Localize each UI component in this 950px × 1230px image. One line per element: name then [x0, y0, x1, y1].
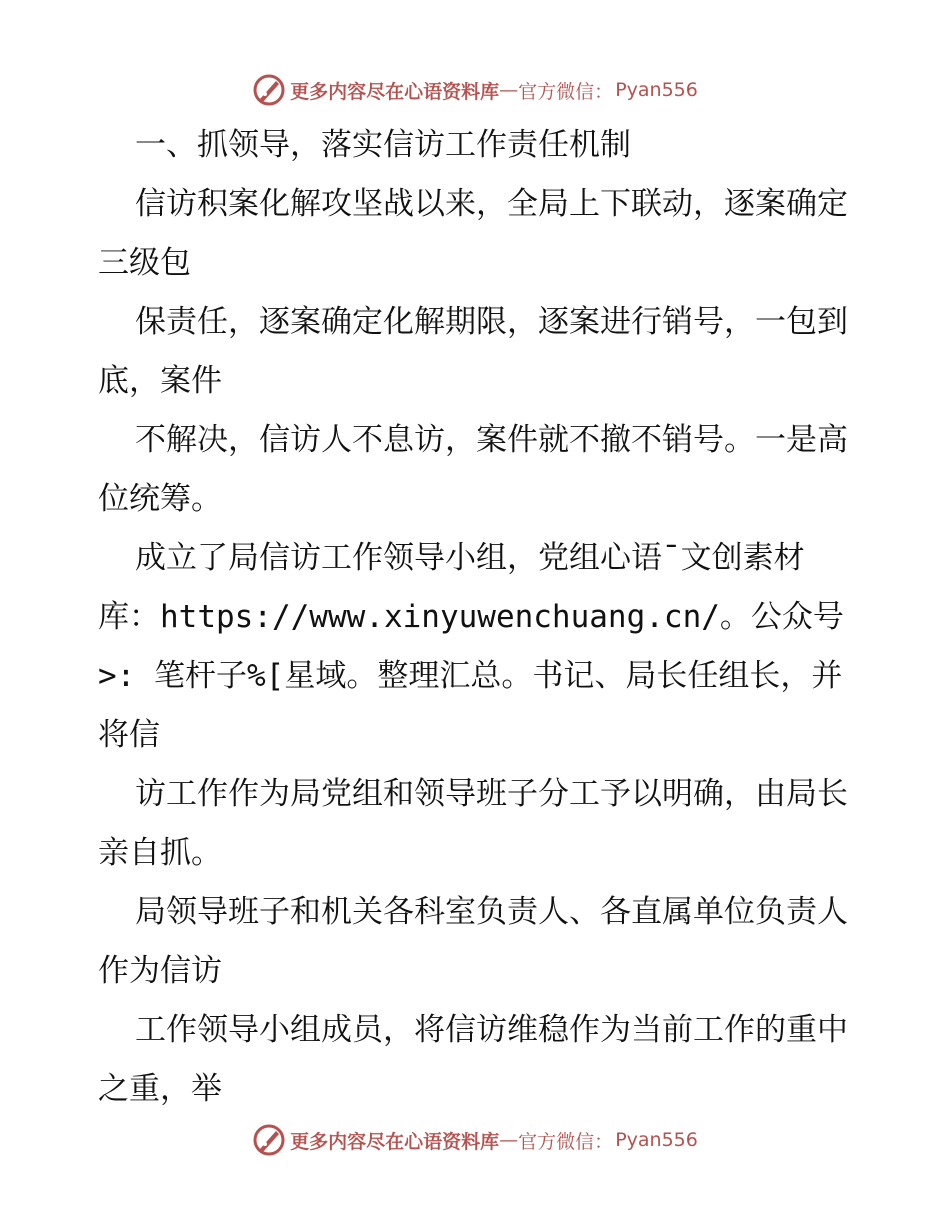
- header-wechat-label: 官方微信：: [518, 80, 614, 103]
- paragraph: 成立了局信访工作领导小组，党组心语¯文创素材库：https://www.xinyuwenchuang.cn/。公众号>: 笔杆子%[星域。整理汇总。书记、局长任组长，并将信: [98, 540, 844, 753]
- pen-logo-icon: [252, 73, 286, 107]
- paragraph: 不解决，信访人不息访，案件就不撤不销号。一是高位统筹。: [98, 422, 848, 517]
- footer-wechat-label: 官方微信：: [518, 1130, 614, 1153]
- footer-dash: —: [499, 1129, 519, 1151]
- header-wechat-id: Pyan556: [615, 79, 698, 101]
- header-brand: 更多内容尽在心语资料库: [290, 80, 500, 103]
- paragraph: 局领导班子和机关各科室负责人、各直属单位负责人作为信访: [98, 894, 848, 989]
- footer-brand: 更多内容尽在心语资料库: [290, 1130, 500, 1153]
- paragraph: 信访积案化解攻坚战以来，全局上下联动，逐案确定三级包: [98, 186, 848, 281]
- paragraph-heading: 一、抓领导，落实信访工作责任机制: [135, 127, 631, 163]
- header-dash: —: [499, 79, 519, 101]
- header-banner: [0, 70, 950, 110]
- paragraph: 访工作作为局党组和领导班子分工予以明确，由局长亲自抓。: [98, 776, 848, 871]
- pen-logo-icon: [252, 1123, 286, 1157]
- paragraph: 工作领导小组成员，将信访维稳作为当前工作的重中之重，举: [98, 1012, 848, 1107]
- footer-banner: [0, 1120, 950, 1160]
- footer-wechat-id: Pyan556: [615, 1129, 698, 1151]
- document-body: [98, 116, 858, 1119]
- paragraph: 保责任，逐案确定化解期限，逐案进行销号，一包到底，案件: [98, 304, 848, 399]
